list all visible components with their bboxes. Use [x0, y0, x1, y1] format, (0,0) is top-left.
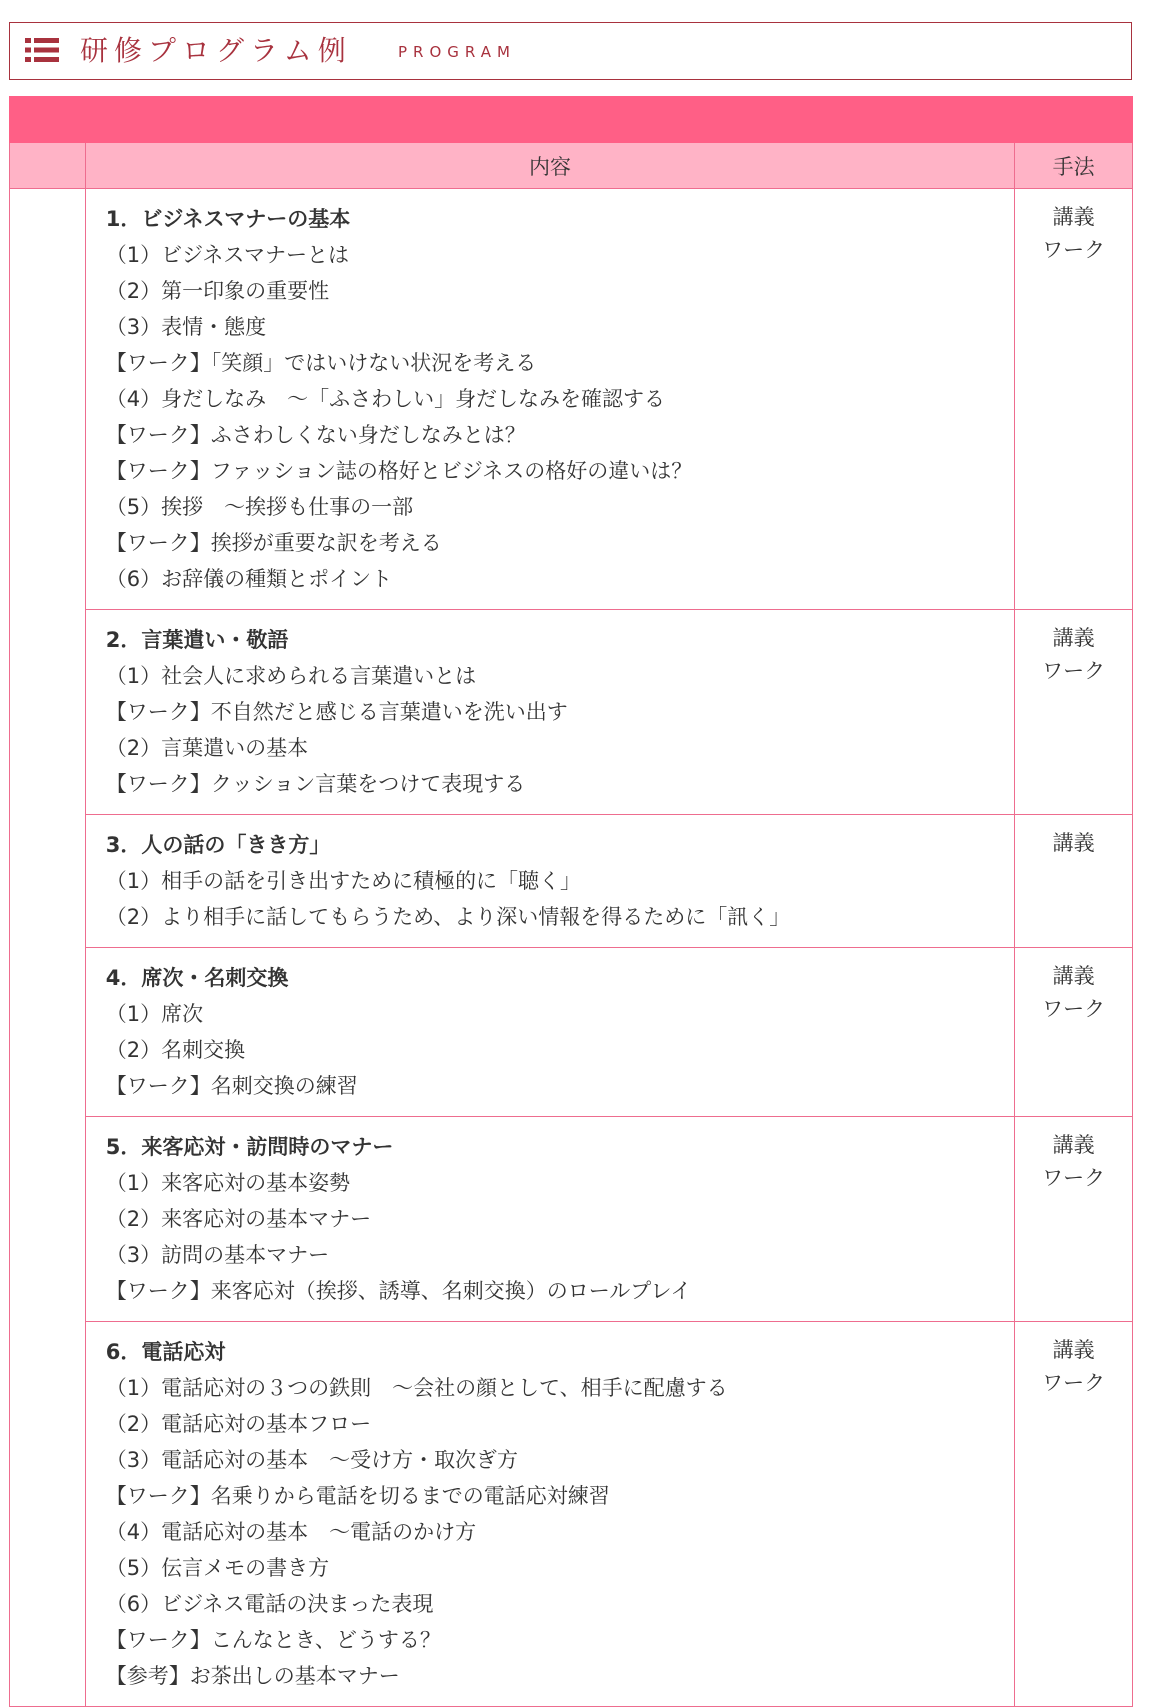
section-item: （4）電話応対の基本 ～電話のかけ方: [105, 1520, 477, 1544]
method-label: 講義: [1052, 831, 1095, 855]
section-heading: 1．ビジネスマナーの基本: [105, 207, 351, 231]
section-item: 【ワーク】来客応対（挨拶、誘導、名刺交換）のロールプレイ: [105, 1279, 692, 1303]
section-item: （6）ビジネス電話の決まった表現: [105, 1592, 434, 1616]
section-item: 【参考】お茶出しの基本マナー: [105, 1664, 400, 1688]
content-cell: [85, 815, 1015, 948]
section-item: （3）訪問の基本マナー: [105, 1243, 330, 1267]
section-item: 【ワーク】「笑顔」ではいけない状況を考える: [105, 351, 537, 375]
section-item: （1）電話応対の３つの鉄則 ～会社の顔として、相手に配慮する: [105, 1376, 728, 1400]
program-header: [9, 22, 1132, 80]
section-item: （4）身だしなみ ～「ふさわしい」身だしなみを確認する: [105, 387, 666, 411]
section-item: （2）電話応対の基本フロー: [105, 1412, 372, 1436]
section-item: 【ワーク】挨拶が重要な訳を考える: [105, 531, 442, 555]
page-title: 研修プログラム例: [80, 34, 352, 67]
section-item: （1）席次: [105, 1002, 204, 1026]
method-label: 講義: [1052, 626, 1095, 650]
program-table: [9, 96, 1133, 1707]
column-header-method: 手法: [1015, 143, 1133, 189]
section-heading: 4．席次・名刺交換: [105, 966, 289, 990]
section-item: （1）社会人に求められる言葉遣いとは: [105, 664, 477, 688]
section-heading: 3．人の話の「きき方」: [105, 833, 331, 857]
side-cell: [10, 189, 86, 1707]
method-cell: [1015, 610, 1133, 815]
section-item: 【ワーク】名乗りから電話を切るまでの電話応対練習: [105, 1484, 610, 1508]
content-cell: [85, 189, 1015, 610]
table-row: [10, 948, 1133, 1117]
method-cell: [1015, 815, 1133, 948]
method-label: 講義: [1052, 1338, 1095, 1362]
method-cell: [1015, 189, 1133, 610]
method-label: ワーク: [1042, 659, 1106, 683]
method-label: ワーク: [1042, 238, 1106, 262]
section-item: （1）相手の話を引き出すために積極的に「聴く」: [105, 869, 582, 893]
method-label: ワーク: [1042, 997, 1106, 1021]
method-label: ワーク: [1042, 1166, 1106, 1190]
method-label: 講義: [1052, 205, 1095, 229]
section-item: 【ワーク】クッション言葉をつけて表現する: [105, 772, 526, 796]
section-item: （3）表情・態度: [105, 315, 267, 339]
section-item: （1）来客応対の基本姿勢: [105, 1171, 351, 1195]
method-label: ワーク: [1042, 1371, 1106, 1395]
header-side-cell: [10, 143, 86, 189]
section-heading: 5．来客応対・訪問時のマナー: [105, 1135, 394, 1159]
section-heading: 6．電話応対: [105, 1340, 226, 1364]
table-banner: [10, 97, 1133, 143]
section-item: （2）より相手に話してもらうため、より深い情報を得るために「訊く」: [105, 905, 791, 929]
section-item: （6）お辞儀の種類とポイント: [105, 567, 393, 591]
section-item: 【ワーク】名刺交換の練習: [105, 1074, 358, 1098]
section-item: 【ワーク】ふさわしくない身だしなみとは？: [105, 423, 526, 447]
section-item: （3）電話応対の基本 ～受け方・取次ぎ方: [105, 1448, 519, 1472]
method-label: 講義: [1052, 964, 1095, 988]
column-header-content: 内容: [85, 143, 1015, 189]
method-cell: [1015, 948, 1133, 1117]
section-item: 【ワーク】ファッション誌の格好とビジネスの格好の違いは？: [105, 459, 693, 483]
content-cell: [85, 610, 1015, 815]
content-cell: [85, 1117, 1015, 1322]
section-item: 【ワーク】こんなとき、どうする？: [105, 1628, 441, 1652]
table-row: [10, 1117, 1133, 1322]
section-item: 【ワーク】不自然だと感じる言葉遣いを洗い出す: [105, 700, 568, 724]
content-cell: [85, 948, 1015, 1117]
page-subtitle: PROGRAM: [398, 43, 516, 61]
list-icon: [25, 37, 59, 63]
section-heading: 2．言葉遣い・敬語: [105, 628, 289, 652]
table-row: [10, 815, 1133, 948]
section-item: （2）名刺交換: [105, 1038, 246, 1062]
section-item: （2）来客応対の基本マナー: [105, 1207, 372, 1231]
table-header-row: [10, 143, 1133, 189]
method-cell: [1015, 1117, 1133, 1322]
section-item: （2）言葉遣いの基本: [105, 736, 309, 760]
table-row: [10, 610, 1133, 815]
section-item: （2）第一印象の重要性: [105, 279, 330, 303]
section-item: （5）挨拶 ～挨拶も仕事の一部: [105, 495, 414, 519]
method-label: 講義: [1052, 1133, 1095, 1157]
section-item: （5）伝言メモの書き方: [105, 1556, 330, 1580]
table-row: [10, 189, 1133, 610]
section-item: （1）ビジネスマナーとは: [105, 243, 350, 267]
